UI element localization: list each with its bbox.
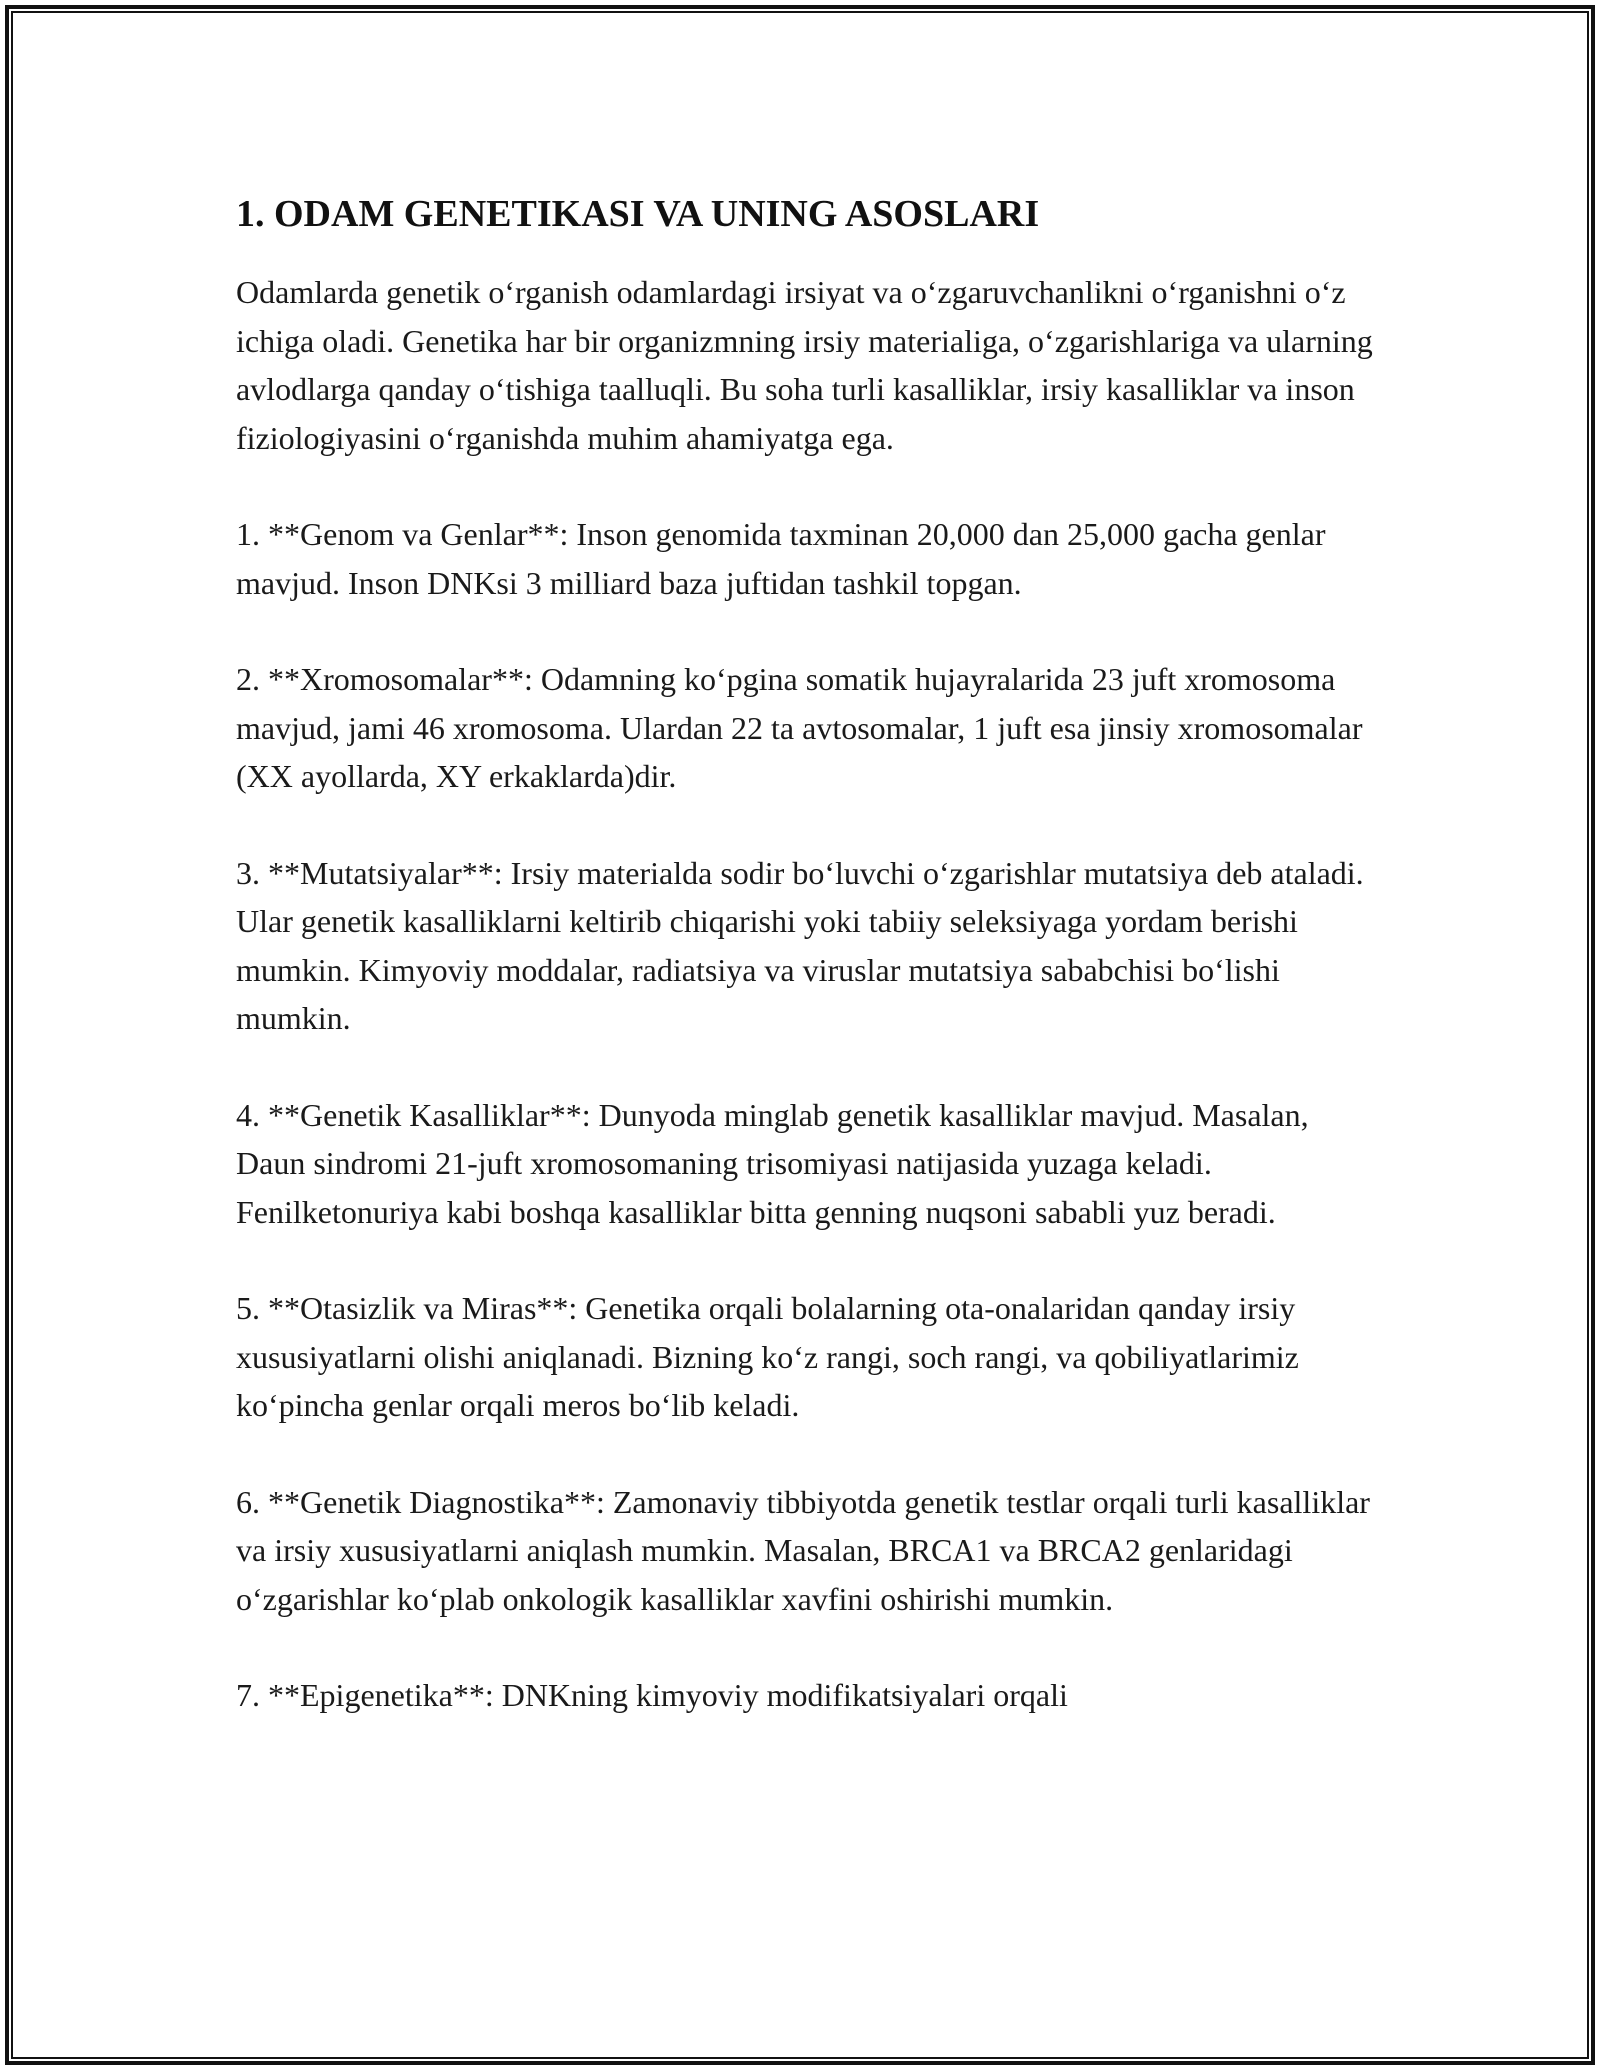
paragraph-epigenetika: 7. **Epigenetika**: DNKning kimyoviy modifikatsiyalari orqali — [236, 1677, 1068, 1713]
document-title: 1. ODAM GENETIKASI VA UNING ASOSLARI — [236, 193, 1040, 235]
paragraph-mutatsiyalar: 3. **Mutatsiyalar**: Irsiy materialda sodir bo‘luvchi o‘zgarishlar mutatsiya deb ataladi. Ular genetik kasalliklarni keltirib chiqarishi yoki tabiiy seleksiyaga yordam berishi mumkin. Kimyoviy moddalar, radiatsiya va viruslar mutatsiya sababchisi bo‘lishi mumkin. — [236, 854, 1364, 1036]
paragraph-xromosomalar: 2. **Xromosomalar**: Odamning ko‘pgina somatik hujayralarida 23 juft xromosoma mavjud, jami 46 xromosoma. Ulardan 22 ta avtosomalar, 1 juft esa jinsiy xromosomalar (XX ayollarda, XY erkaklarda)dir. — [236, 661, 1363, 794]
intro-paragraph: Odamlarda genetik o‘rganish odamlardagi irsiyat va o‘zgaruvchanlikni o‘rganishni o‘z ichiga oladi. Genetika har bir organizmning irsiy materialiga, o‘zgarishlariga va ularning avlodlarga qanday o‘tishiga taalluqli. Bu soha turli kasalliklar, irsiy kasalliklar va inson fiziologiyasini o‘rganishda muhim ahamiyatga ega. — [236, 274, 1373, 456]
paragraph-otasizlik-va-miras: 5. **Otasizlik va Miras**: Genetika orqali bolalarning ota-onalaridan qanday irsiy xususiyatlarni olishi aniqlanadi. Bizning ko‘z rangi, soch rangi, va qobiliyatlarimiz ko‘pincha genlar orqali meros bo‘lib keladi. — [236, 1290, 1299, 1423]
paragraph-genetik-diagnostika: 6. **Genetik Diagnostika**: Zamonaviy tibbiyotda genetik testlar orqali turli kasalliklar va irsiy xususiyatlarni aniqlash mumkin. Masalan, BRCA1 va BRCA2 genlaridagi o‘zgarishlar ko‘plab onkologik kasalliklar xavfini oshirishi mumkin. — [236, 1483, 1370, 1617]
paragraph-genom-va-genlar: 1. **Genom va Genlar**: Inson genomida taxminan 20,000 dan 25,000 gacha genlar mavjud. Inson DNKsi 3 milliard baza juftidan tashkil topgan. — [236, 516, 1326, 601]
document-body — [236, 186, 1376, 1768]
paragraph-genetik-kasalliklar: 4. **Genetik Kasalliklar**: Dunyoda minglab genetik kasalliklar mavjud. Masalan, Daun sindromi 21-juft xromosomaning trisomiyasi natijasida yuzaga keladi. Fenilketonuriya kabi boshqa kasalliklar bitta genning nuqsoni sababli yuz beradi. — [236, 1096, 1309, 1230]
